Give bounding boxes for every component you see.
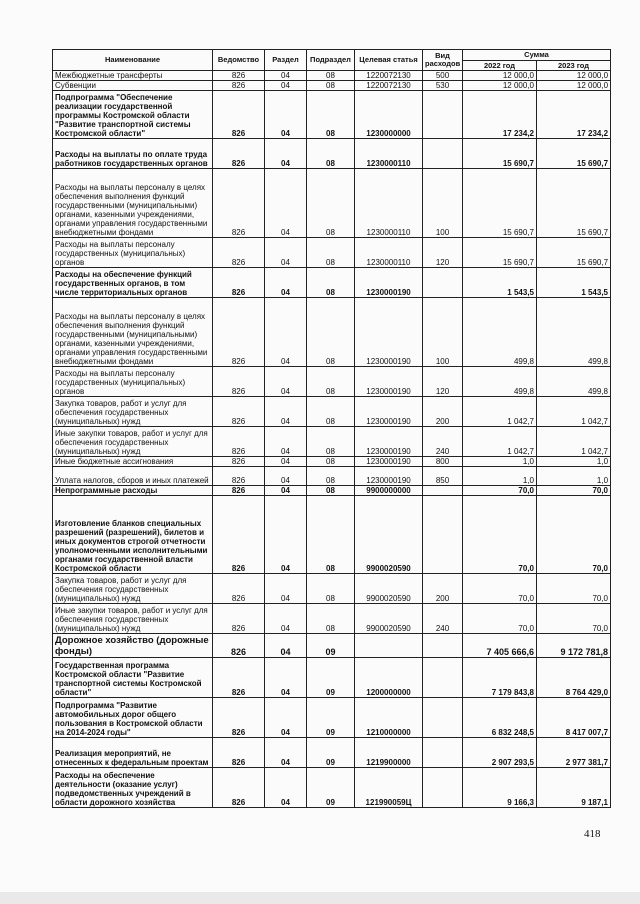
table-row — [53, 238, 611, 268]
cell-subsection: 09 — [307, 768, 355, 808]
cell-exptype: 240 — [423, 427, 463, 457]
cell-subsection: 08 — [307, 574, 355, 604]
cell-article: 1220072130 — [355, 71, 423, 81]
cell-subsection: 08 — [307, 71, 355, 81]
cell-exptype: 120 — [423, 367, 463, 397]
cell-section: 04 — [265, 268, 307, 298]
cell-section: 04 — [265, 738, 307, 768]
table-row — [53, 91, 611, 139]
cell-article: 121990059Ц — [355, 768, 423, 808]
cell-article: 1230000190 — [355, 367, 423, 397]
cell-sum-2022: 1 543,5 — [463, 268, 537, 298]
cell-article: 1230000110 — [355, 169, 423, 238]
cell-name: Расходы на выплаты по оплате труда работников государственных органов — [53, 139, 213, 169]
table-row — [53, 604, 611, 634]
cell-dept: 826 — [213, 91, 265, 139]
table-row — [53, 496, 611, 574]
cell-dept: 826 — [213, 486, 265, 496]
header-subsection: Подраздел — [307, 50, 355, 71]
cell-article: 9900020590 — [355, 574, 423, 604]
cell-subsection: 08 — [307, 397, 355, 427]
cell-name: Иные закупки товаров, работ и услуг для обеспечения государственных (муниципальных) нужд — [53, 604, 213, 634]
cell-exptype — [423, 486, 463, 496]
cell-article: 1230000190 — [355, 467, 423, 486]
cell-section: 04 — [265, 604, 307, 634]
cell-sum-2023: 70,0 — [537, 496, 611, 574]
cell-sum-2022: 1 042,7 — [463, 397, 537, 427]
cell-subsection: 08 — [307, 91, 355, 139]
cell-article: 1200000000 — [355, 658, 423, 698]
cell-exptype: 240 — [423, 604, 463, 634]
cell-sum-2022: 70,0 — [463, 496, 537, 574]
cell-section: 04 — [265, 768, 307, 808]
cell-subsection: 08 — [307, 169, 355, 238]
cell-exptype — [423, 634, 463, 658]
cell-sum-2022: 70,0 — [463, 604, 537, 634]
cell-section: 04 — [265, 457, 307, 467]
cell-sum-2022: 7 179 843,8 — [463, 658, 537, 698]
table-row — [53, 71, 611, 81]
cell-name: Непрограммные расходы — [53, 486, 213, 496]
header-dept: Ведомство — [213, 50, 265, 71]
cell-subsection: 08 — [307, 298, 355, 367]
cell-sum-2023: 70,0 — [537, 604, 611, 634]
cell-exptype — [423, 268, 463, 298]
cell-sum-2022: 17 234,2 — [463, 91, 537, 139]
table-row — [53, 658, 611, 698]
cell-sum-2022: 6 832 248,5 — [463, 698, 537, 738]
cell-sum-2022: 9 166,3 — [463, 768, 537, 808]
table-body — [53, 71, 611, 808]
cell-exptype: 530 — [423, 81, 463, 91]
cell-sum-2023: 1 042,7 — [537, 427, 611, 457]
page-number: 418 — [584, 828, 601, 840]
cell-sum-2023: 1,0 — [537, 467, 611, 486]
cell-dept: 826 — [213, 634, 265, 658]
table-row — [53, 427, 611, 457]
cell-subsection: 08 — [307, 367, 355, 397]
cell-section: 04 — [265, 496, 307, 574]
cell-sum-2023: 15 690,7 — [537, 238, 611, 268]
cell-name: Уплата налогов, сборов и иных платежей — [53, 467, 213, 486]
cell-section: 04 — [265, 139, 307, 169]
cell-dept: 826 — [213, 169, 265, 238]
cell-sum-2022: 499,8 — [463, 367, 537, 397]
cell-sum-2022: 1 042,7 — [463, 427, 537, 457]
cell-subsection: 09 — [307, 658, 355, 698]
cell-name: Расходы на выплаты персоналу в целях обеспечения выполнения функций государственными (муниципальными) органами, казенными учреждениями, органами управления государственными внебюджетными фондами — [53, 169, 213, 238]
cell-sum-2023: 15 690,7 — [537, 139, 611, 169]
cell-article: 1219900000 — [355, 738, 423, 768]
header-name: Наименование — [53, 50, 213, 71]
cell-subsection: 08 — [307, 496, 355, 574]
cell-dept: 826 — [213, 298, 265, 367]
cell-exptype — [423, 768, 463, 808]
cell-dept: 826 — [213, 604, 265, 634]
cell-section: 04 — [265, 81, 307, 91]
cell-article: 1230000190 — [355, 397, 423, 427]
cell-name: Расходы на выплаты персоналу государственных (муниципальных) органов — [53, 367, 213, 397]
cell-exptype — [423, 139, 463, 169]
table-row — [53, 457, 611, 467]
cell-sum-2022: 12 000,0 — [463, 81, 537, 91]
table-row — [53, 298, 611, 367]
cell-subsection: 08 — [307, 81, 355, 91]
cell-name: Реализация мероприятий, не отнесенных к федеральным проектам — [53, 738, 213, 768]
cell-sum-2023: 1 543,5 — [537, 268, 611, 298]
scan-footer-strip — [0, 892, 640, 904]
cell-subsection: 08 — [307, 486, 355, 496]
cell-sum-2022: 1,0 — [463, 457, 537, 467]
cell-dept: 826 — [213, 768, 265, 808]
cell-dept: 826 — [213, 658, 265, 698]
cell-dept: 826 — [213, 367, 265, 397]
cell-exptype — [423, 738, 463, 768]
table-row — [53, 268, 611, 298]
cell-subsection: 08 — [307, 427, 355, 457]
table-row — [53, 367, 611, 397]
table-row — [53, 698, 611, 738]
cell-subsection: 08 — [307, 457, 355, 467]
cell-name: Дорожное хозяйство (дорожные фонды) — [53, 634, 213, 658]
cell-article: 1230000190 — [355, 268, 423, 298]
cell-name: Иные бюджетные ассигнования — [53, 457, 213, 467]
cell-exptype: 500 — [423, 71, 463, 81]
cell-dept: 826 — [213, 71, 265, 81]
cell-name: Государственная программа Костромской области "Развитие транспортной системы Костромской области" — [53, 658, 213, 698]
cell-exptype: 120 — [423, 238, 463, 268]
cell-exptype — [423, 698, 463, 738]
cell-dept: 826 — [213, 238, 265, 268]
cell-section: 04 — [265, 238, 307, 268]
cell-sum-2023: 70,0 — [537, 486, 611, 496]
cell-subsection: 09 — [307, 698, 355, 738]
budget-table — [52, 49, 611, 808]
cell-subsection: 08 — [307, 467, 355, 486]
table-row — [53, 486, 611, 496]
cell-name: Закупка товаров, работ и услуг для обеспечения государственных (муниципальных) нужд — [53, 574, 213, 604]
cell-section: 04 — [265, 486, 307, 496]
cell-section: 04 — [265, 397, 307, 427]
cell-article: 1230000110 — [355, 139, 423, 169]
cell-dept: 826 — [213, 139, 265, 169]
cell-section: 04 — [265, 298, 307, 367]
cell-sum-2023: 12 000,0 — [537, 71, 611, 81]
cell-article: 9900000000 — [355, 486, 423, 496]
cell-section: 04 — [265, 169, 307, 238]
table-row — [53, 738, 611, 768]
cell-section: 04 — [265, 698, 307, 738]
cell-dept: 826 — [213, 81, 265, 91]
cell-article: 1230000000 — [355, 91, 423, 139]
cell-exptype: 100 — [423, 298, 463, 367]
cell-subsection: 08 — [307, 268, 355, 298]
cell-article: 1210000000 — [355, 698, 423, 738]
cell-section: 04 — [265, 634, 307, 658]
cell-exptype: 200 — [423, 397, 463, 427]
cell-article: 9900020590 — [355, 604, 423, 634]
cell-subsection: 09 — [307, 634, 355, 658]
header-year-2023: 2023 год — [537, 61, 611, 71]
cell-sum-2023: 17 234,2 — [537, 91, 611, 139]
cell-dept: 826 — [213, 457, 265, 467]
cell-name: Расходы на обеспечение функций государственных органов, в том числе территориальных органов — [53, 268, 213, 298]
cell-sum-2022: 7 405 666,6 — [463, 634, 537, 658]
cell-sum-2022: 70,0 — [463, 574, 537, 604]
cell-sum-2022: 1,0 — [463, 467, 537, 486]
cell-sum-2022: 15 690,7 — [463, 139, 537, 169]
cell-exptype: 100 — [423, 169, 463, 238]
cell-article: 1230000110 — [355, 238, 423, 268]
cell-section: 04 — [265, 91, 307, 139]
cell-dept: 826 — [213, 698, 265, 738]
table-row — [53, 139, 611, 169]
cell-exptype: 850 — [423, 467, 463, 486]
cell-exptype — [423, 91, 463, 139]
table-row — [53, 574, 611, 604]
cell-section: 04 — [265, 427, 307, 457]
cell-sum-2022: 15 690,7 — [463, 238, 537, 268]
cell-section: 04 — [265, 574, 307, 604]
header-article: Целевая статья — [355, 50, 423, 71]
header-exptype: Вид расходов — [423, 50, 463, 71]
cell-article: 9900020590 — [355, 496, 423, 574]
table-row — [53, 467, 611, 486]
cell-sum-2023: 9 172 781,8 — [537, 634, 611, 658]
cell-dept: 826 — [213, 738, 265, 768]
cell-name: Подпрограмма "Обеспечение реализации государственной программы Костромской области "Развитие транспортной системы Костромской области" — [53, 91, 213, 139]
cell-exptype: 800 — [423, 457, 463, 467]
cell-sum-2023: 15 690,7 — [537, 169, 611, 238]
cell-sum-2023: 1 042,7 — [537, 397, 611, 427]
table-row — [53, 81, 611, 91]
cell-section: 04 — [265, 658, 307, 698]
table-row — [53, 768, 611, 808]
cell-article: 1230000190 — [355, 427, 423, 457]
cell-dept: 826 — [213, 574, 265, 604]
cell-sum-2023: 8 764 429,0 — [537, 658, 611, 698]
cell-sum-2023: 70,0 — [537, 574, 611, 604]
cell-exptype — [423, 658, 463, 698]
table-row — [53, 169, 611, 238]
cell-section: 04 — [265, 71, 307, 81]
table-row — [53, 397, 611, 427]
cell-sum-2023: 499,8 — [537, 367, 611, 397]
cell-subsection: 09 — [307, 738, 355, 768]
cell-name: Расходы на выплаты персоналу в целях обеспечения выполнения функций государственными (муниципальными) органами, казенными учреждениями, органами управления государственными внебюджетными фондами — [53, 298, 213, 367]
cell-dept: 826 — [213, 397, 265, 427]
header-sum: Сумма — [463, 50, 611, 61]
header-section: Раздел — [265, 50, 307, 71]
table-row — [53, 634, 611, 658]
cell-sum-2022: 15 690,7 — [463, 169, 537, 238]
cell-subsection: 08 — [307, 139, 355, 169]
cell-exptype — [423, 496, 463, 574]
cell-name: Иные закупки товаров, работ и услуг для обеспечения государственных (муниципальных) нужд — [53, 427, 213, 457]
cell-article: 1220072130 — [355, 81, 423, 91]
cell-section: 04 — [265, 367, 307, 397]
cell-name: Расходы на выплаты персоналу государственных (муниципальных) органов — [53, 238, 213, 268]
cell-sum-2022: 70,0 — [463, 486, 537, 496]
cell-name: Изготовление бланков специальных разрешений (разрешений), билетов и иных документов строгой отчетности уполномоченными исполнительными органами государственной власти Костромской области — [53, 496, 213, 574]
cell-sum-2023: 8 417 007,7 — [537, 698, 611, 738]
cell-sum-2022: 2 907 293,5 — [463, 738, 537, 768]
cell-article: 1230000190 — [355, 457, 423, 467]
cell-article: 1230000190 — [355, 298, 423, 367]
cell-sum-2023: 2 977 381,7 — [537, 738, 611, 768]
cell-sum-2022: 12 000,0 — [463, 71, 537, 81]
cell-name: Субвенции — [53, 81, 213, 91]
cell-dept: 826 — [213, 427, 265, 457]
cell-dept: 826 — [213, 467, 265, 486]
header-year-2022: 2022 год — [463, 61, 537, 71]
cell-article — [355, 634, 423, 658]
cell-dept: 826 — [213, 268, 265, 298]
cell-exptype: 200 — [423, 574, 463, 604]
cell-name: Подпрограмма "Развитие автомобильных дорог общего пользования в Костромской области на 2014-2024 годы" — [53, 698, 213, 738]
cell-subsection: 08 — [307, 604, 355, 634]
cell-section: 04 — [265, 467, 307, 486]
cell-dept: 826 — [213, 496, 265, 574]
cell-sum-2023: 9 187,1 — [537, 768, 611, 808]
cell-sum-2023: 1,0 — [537, 457, 611, 467]
cell-name: Межбюджетные трансферты — [53, 71, 213, 81]
cell-sum-2022: 499,8 — [463, 298, 537, 367]
cell-sum-2023: 12 000,0 — [537, 81, 611, 91]
cell-sum-2023: 499,8 — [537, 298, 611, 367]
cell-subsection: 08 — [307, 238, 355, 268]
cell-name: Расходы на обеспечение деятельности (оказание услуг) подведомственных учреждений в области дорожного хозяйства — [53, 768, 213, 808]
cell-name: Закупка товаров, работ и услуг для обеспечения государственных (муниципальных) нужд — [53, 397, 213, 427]
